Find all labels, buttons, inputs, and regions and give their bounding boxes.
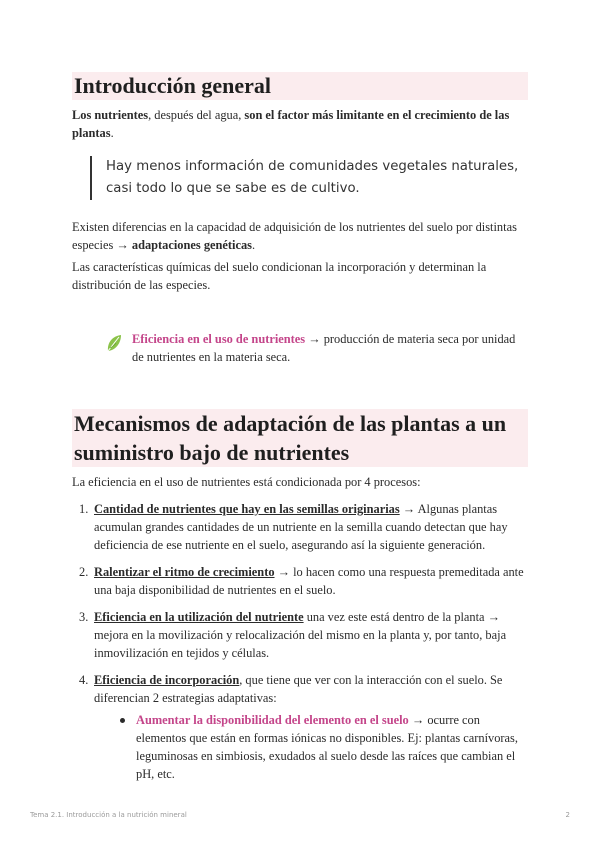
list-item: 1. Cantidad de nutrientes que hay en las semillas originarias → Algunas plantas acumulan grandes cantidades de un nutriente en la semilla cuando detectan que hay deficiencia de ese nutriente en el suelo, asegurando así la siguiente generación. [79,502,508,552]
page-number: 2 [565,811,570,819]
list-item: 3. Eficiencia en la utilización del nutriente una vez este está dentro de la planta → mejora en la movilización y relocalización del mismo en la planta y, por tanto, baja inmovilización en tejidos y células. [79,610,507,660]
callout-text: → producción de materia seca por unidad de nutrientes en la materia seca. [132,332,516,364]
section-title-mecanismos: Mecanismos de adaptación de las plantas a un suministro bajo de nutrientes [72,409,528,467]
list-item: Aumentar la disponibilidad del elemento en el suelo → ocurre con elementos que están en formas iónicas no disponibles. Ej: plantas carnívoras, leguminosas en simbiosis, exudados al suelo desde las raíces que cambian el pH, etc. [116,711,528,783]
leaf-icon [105,332,123,354]
paragraph-diferencias: Existen diferencias en la capacidad de adquisición de los nutrientes del suelo por distintas especies → adaptaciones genéticas. [72,220,517,252]
strategy-list [94,711,528,783]
list-item: 4. Eficiencia de incorporación, que tiene que ver con la interacción con el suelo. Se diferencian 2 estrategias adaptativas: Aumentar la disponibilidad del elemento en el suelo → ocurre con elementos que están en formas iónicas no disponibles. Ej: plantas carnívoras, leguminosas en simbiosis, exudados al suelo desde las raíces que cambian el pH, etc. [72,671,528,783]
paragraph-caracteristicas: Las características químicas del suelo condicionan la incorporación y determinan la distribución de las especies. [72,260,487,292]
blockquote-cultivo: Hay menos información de comunidades vegetales naturales, casi todo lo que se sabe es de cultivo. [90,156,528,200]
bullet-dot [120,718,125,723]
footer-title: Tema 2.1. Introducción a la nutrición mineral [30,811,187,819]
paragraph-nutrientes: Los nutrientes, después del agua, son el factor más limitante en el crecimiento de las plantas. [72,108,510,140]
section-title-introduccion: Introducción general [72,72,528,100]
callout-term: Eficiencia en el uso de nutrientes [132,332,306,346]
page-footer [30,811,570,819]
callout-eficiencia [72,330,528,366]
list-item: 2. Ralentizar el ritmo de crecimiento → lo hacen como una respuesta premeditada ante una baja disponibilidad de nutrientes en el suelo. [79,565,524,597]
process-list [72,500,528,783]
paragraph-procesos: La eficiencia en el uso de nutrientes está condicionada por 4 procesos: [72,475,421,489]
page-content [72,72,528,783]
